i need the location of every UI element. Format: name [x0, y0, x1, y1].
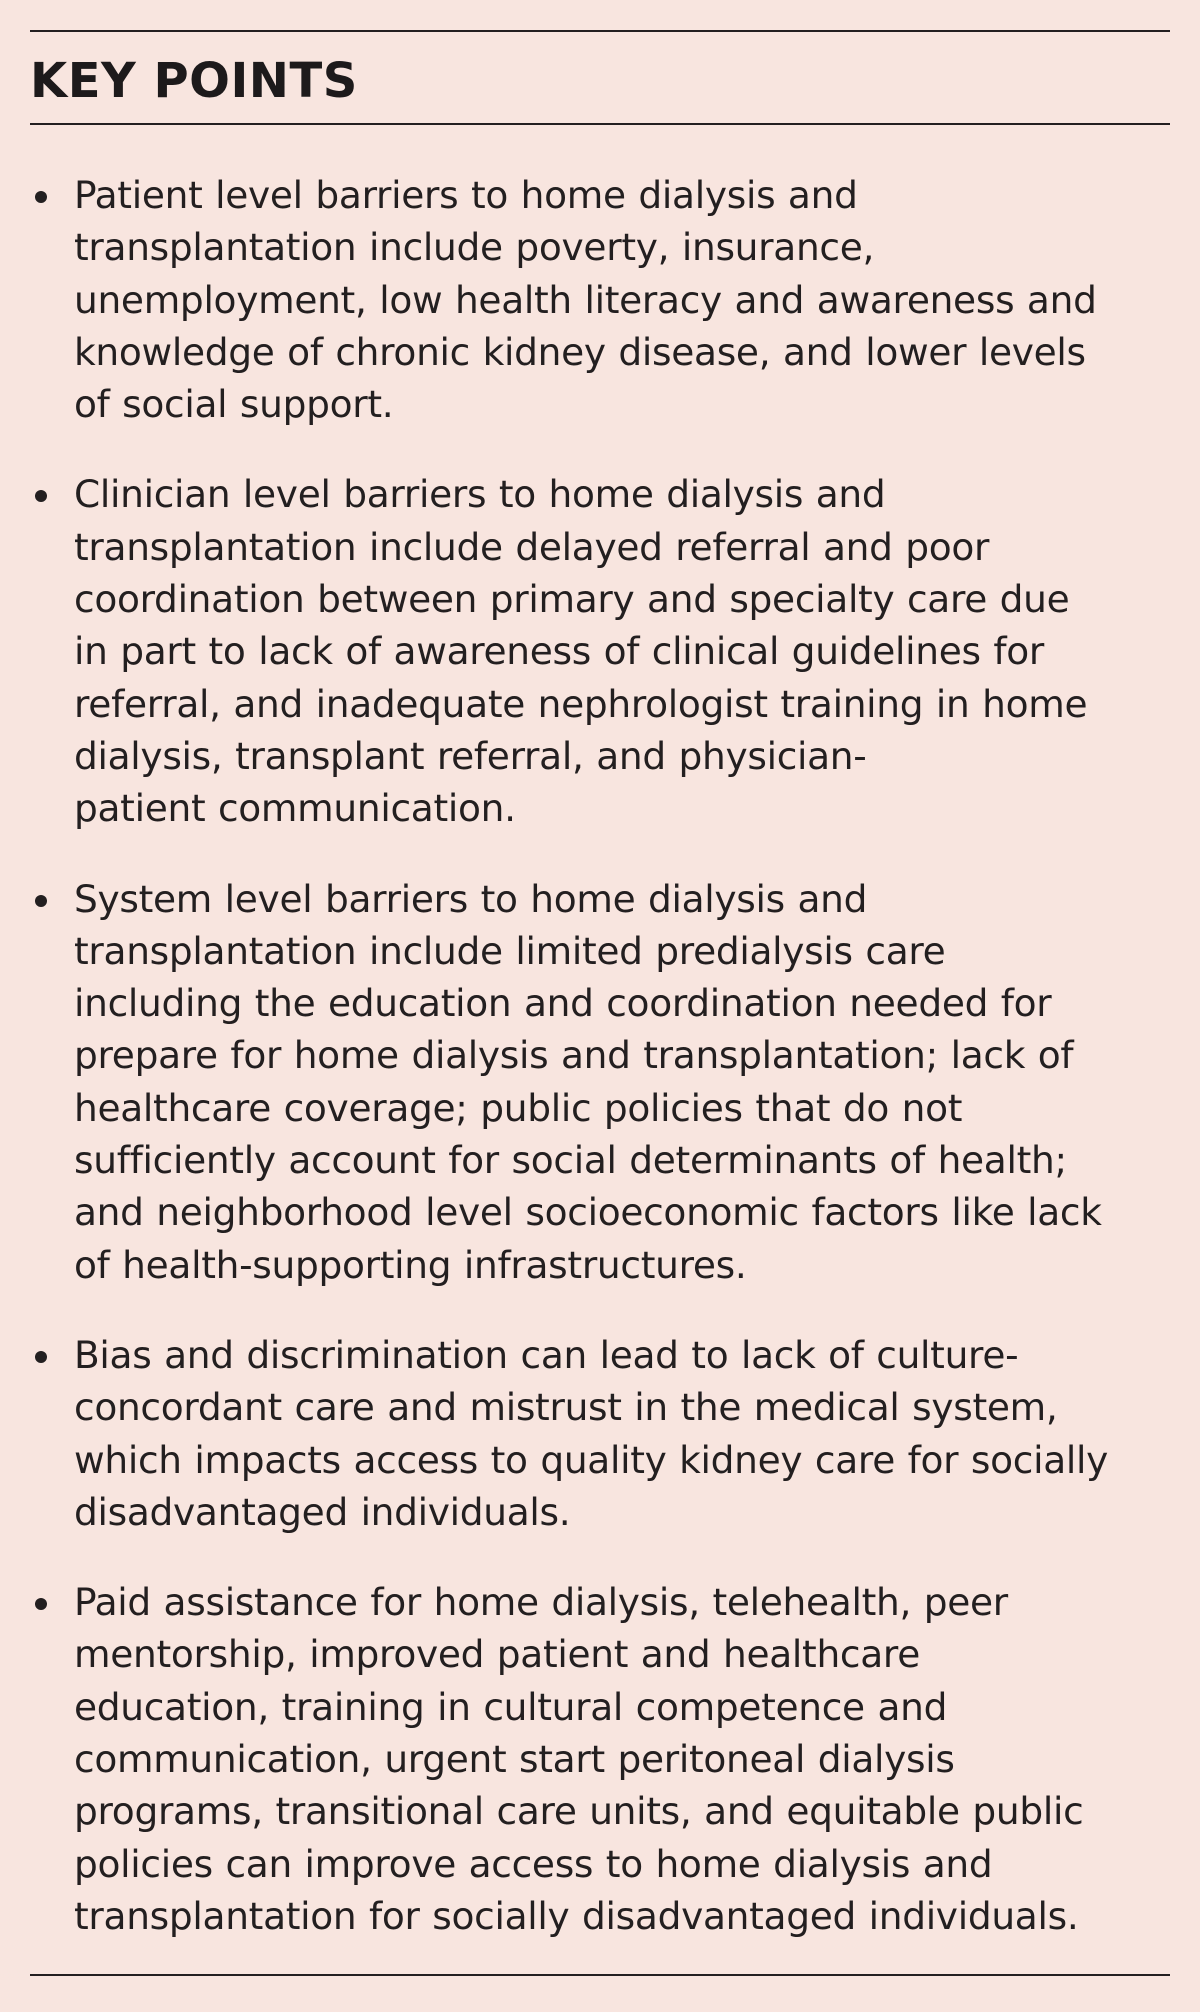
key-point-item [30, 169, 1170, 430]
key-point-text: Clinician level barriers to home dialysis and transplantation include delayed referral and poor coordination between primary and specialty care due in part to lack of awareness of clinical guidelines for referral, and inadequate nephrologist training in home dialysis, transplant referral, and physician- patient communication. [74, 472, 1088, 831]
key-point-item [30, 873, 1170, 1291]
key-point-item [30, 468, 1170, 834]
bullet-icon [35, 1351, 47, 1363]
bullet-icon [35, 490, 47, 502]
heading-rule [30, 123, 1170, 125]
key-point-text: System level barriers to home dialysis and transplantation include limited predialysis care including the education and coordination needed for prepare for home dialysis and transplantation; lack of healthcare coverage; public policies that do not sufficiently account for social determinants of health; and neighborhood level socioeconomic factors like lack of health-supporting infrastructures. [74, 876, 1102, 1287]
bullet-icon [35, 1598, 47, 1610]
bullet-icon [35, 895, 47, 907]
key-point-text: Bias and discrimination can lead to lack of culture- concordant care and mistrust in the medical system, which impacts access to quality kidney care for socially disadvantaged individuals. [74, 1332, 1109, 1534]
key-point-item [30, 1576, 1170, 1942]
key-points-heading: KEY POINTS [30, 53, 358, 109]
bullet-icon [35, 191, 47, 203]
top-rule [30, 30, 1170, 32]
bottom-rule [30, 1974, 1170, 1976]
key-point-text: Patient level barriers to home dialysis and transplantation include poverty, insurance, unemployment, low health literacy and awareness and knowledge of chronic kidney disease, and lower levels of social support. [74, 173, 1097, 427]
key-points-list [30, 169, 1170, 1980]
key-point-text: Paid assistance for home dialysis, telehealth, peer mentorship, improved patient and healthcare education, training in cultural competence and communication, urgent start peritoneal dialysis programs, transitional care units, and equitable public policies can improve access to home dialysis and transplantation for socially disadvantaged individuals. [74, 1580, 1084, 1938]
key-point-item [30, 1329, 1170, 1538]
